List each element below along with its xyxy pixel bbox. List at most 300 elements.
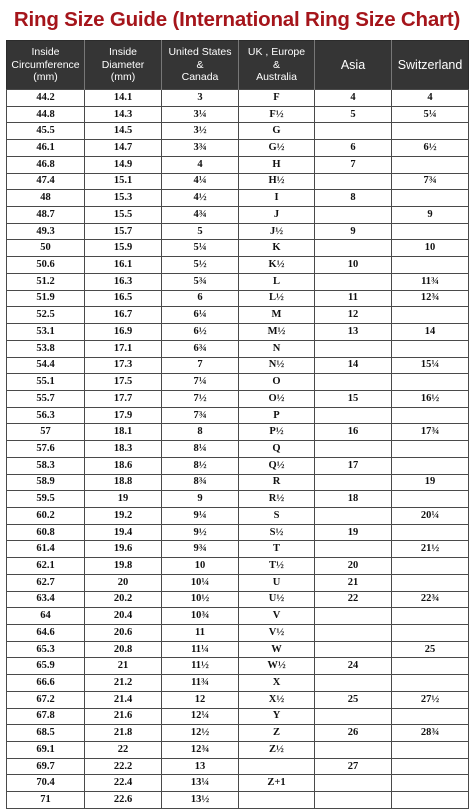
cell-inside-diameter: 14.9 — [85, 156, 162, 173]
table-row — [7, 574, 469, 591]
column-header-uk-europe-australia — [239, 41, 315, 90]
cell-inside-circumference: 48.7 — [7, 207, 85, 224]
cell-switzerland — [392, 524, 469, 541]
cell-inside-circumference: 58.3 — [7, 457, 85, 474]
cell-uk-europe-australia: P — [239, 407, 315, 424]
cell-asia — [315, 123, 392, 140]
cell-us-canada: 3 — [162, 90, 239, 107]
column-header-line: Circumference — [11, 58, 80, 71]
cell-uk-europe-australia: X½ — [239, 691, 315, 708]
cell-switzerland: 11¾ — [392, 273, 469, 290]
table-row — [7, 658, 469, 675]
cell-asia — [315, 608, 392, 625]
page-title: Ring Size Guide (International Ring Size Chart) — [13, 8, 461, 31]
cell-us-canada: 4 — [162, 156, 239, 173]
table-body — [7, 90, 469, 809]
table-row — [7, 240, 469, 257]
column-header-line: United States — [168, 46, 232, 59]
table-row — [7, 641, 469, 658]
cell-switzerland: 28¾ — [392, 725, 469, 742]
cell-us-canada: 12½ — [162, 725, 239, 742]
cell-inside-diameter: 16.9 — [85, 324, 162, 341]
cell-us-canada: 11½ — [162, 658, 239, 675]
cell-switzerland — [392, 675, 469, 692]
cell-uk-europe-australia: Q½ — [239, 457, 315, 474]
cell-asia — [315, 792, 392, 809]
cell-uk-europe-australia: R½ — [239, 491, 315, 508]
cell-asia: 19 — [315, 524, 392, 541]
cell-asia — [315, 207, 392, 224]
cell-asia — [315, 675, 392, 692]
column-header-line: UK , Europe — [247, 46, 306, 59]
table-row — [7, 257, 469, 274]
cell-asia: 9 — [315, 223, 392, 240]
ring-size-table — [6, 40, 469, 809]
table-row — [7, 625, 469, 642]
cell-uk-europe-australia: H — [239, 156, 315, 173]
cell-asia — [315, 240, 392, 257]
table-row — [7, 156, 469, 173]
cell-inside-circumference: 69.1 — [7, 742, 85, 759]
cell-switzerland: 5¼ — [392, 106, 469, 123]
cell-uk-europe-australia: L½ — [239, 290, 315, 307]
table-row — [7, 708, 469, 725]
cell-uk-europe-australia: Q — [239, 441, 315, 458]
cell-inside-diameter: 16.3 — [85, 273, 162, 290]
cell-inside-diameter: 21 — [85, 658, 162, 675]
table-row — [7, 390, 469, 407]
table-row — [7, 407, 469, 424]
cell-inside-diameter: 20 — [85, 574, 162, 591]
cell-asia: 5 — [315, 106, 392, 123]
table-row — [7, 725, 469, 742]
cell-us-canada: 8¼ — [162, 441, 239, 458]
cell-switzerland — [392, 625, 469, 642]
cell-inside-diameter: 18.1 — [85, 424, 162, 441]
cell-inside-diameter: 19.4 — [85, 524, 162, 541]
cell-inside-circumference: 51.2 — [7, 273, 85, 290]
cell-asia: 24 — [315, 658, 392, 675]
cell-uk-europe-australia: L — [239, 273, 315, 290]
cell-inside-diameter: 21.2 — [85, 675, 162, 692]
cell-switzerland — [392, 792, 469, 809]
cell-uk-europe-australia: K — [239, 240, 315, 257]
table-row — [7, 324, 469, 341]
table-row — [7, 558, 469, 575]
cell-us-canada: 6½ — [162, 324, 239, 341]
cell-inside-circumference: 55.1 — [7, 374, 85, 391]
cell-uk-europe-australia: G½ — [239, 140, 315, 157]
cell-inside-circumference: 60.2 — [7, 507, 85, 524]
cell-switzerland — [392, 374, 469, 391]
cell-inside-diameter: 19.8 — [85, 558, 162, 575]
cell-uk-europe-australia: F — [239, 90, 315, 107]
cell-inside-diameter: 16.5 — [85, 290, 162, 307]
cell-inside-diameter: 19 — [85, 491, 162, 508]
table-row — [7, 290, 469, 307]
cell-switzerland — [392, 775, 469, 792]
column-header-line: & — [272, 58, 280, 71]
table-row — [7, 541, 469, 558]
column-header-us-canada — [162, 41, 239, 90]
cell-asia: 7 — [315, 156, 392, 173]
cell-inside-diameter: 16.7 — [85, 307, 162, 324]
table-row — [7, 441, 469, 458]
cell-switzerland: 16½ — [392, 390, 469, 407]
cell-inside-diameter: 22.6 — [85, 792, 162, 809]
table-row — [7, 775, 469, 792]
cell-inside-diameter: 18.6 — [85, 457, 162, 474]
cell-asia: 6 — [315, 140, 392, 157]
cell-inside-diameter: 17.9 — [85, 407, 162, 424]
cell-switzerland — [392, 223, 469, 240]
cell-us-canada: 3¼ — [162, 106, 239, 123]
cell-us-canada: 4½ — [162, 190, 239, 207]
cell-us-canada: 8 — [162, 424, 239, 441]
table-row — [7, 307, 469, 324]
table-row — [7, 474, 469, 491]
table-row — [7, 507, 469, 524]
cell-inside-diameter: 14.5 — [85, 123, 162, 140]
cell-us-canada: 8¾ — [162, 474, 239, 491]
table-row — [7, 223, 469, 240]
cell-us-canada: 7¾ — [162, 407, 239, 424]
cell-switzerland — [392, 574, 469, 591]
cell-us-canada: 11 — [162, 625, 239, 642]
column-header-inside-circumference — [7, 41, 85, 90]
cell-inside-diameter: 19.6 — [85, 541, 162, 558]
column-header-line: Diameter — [101, 58, 145, 71]
cell-us-canada: 11¼ — [162, 641, 239, 658]
cell-uk-europe-australia: N½ — [239, 357, 315, 374]
cell-uk-europe-australia: Z — [239, 725, 315, 742]
cell-inside-circumference: 46.8 — [7, 156, 85, 173]
cell-switzerland: 14 — [392, 324, 469, 341]
cell-switzerland — [392, 407, 469, 424]
cell-uk-europe-australia: P½ — [239, 424, 315, 441]
cell-uk-europe-australia: F½ — [239, 106, 315, 123]
cell-asia — [315, 541, 392, 558]
cell-asia: 26 — [315, 725, 392, 742]
cell-asia: 8 — [315, 190, 392, 207]
cell-inside-circumference: 61.4 — [7, 541, 85, 558]
column-header-inside-diameter — [85, 41, 162, 90]
table-row — [7, 758, 469, 775]
cell-uk-europe-australia: Z+1 — [239, 775, 315, 792]
cell-inside-circumference: 51.9 — [7, 290, 85, 307]
cell-inside-circumference: 54.4 — [7, 357, 85, 374]
cell-inside-diameter: 22.2 — [85, 758, 162, 775]
cell-asia — [315, 625, 392, 642]
cell-uk-europe-australia — [239, 758, 315, 775]
cell-asia — [315, 775, 392, 792]
cell-uk-europe-australia: T — [239, 541, 315, 558]
cell-inside-circumference: 52.5 — [7, 307, 85, 324]
cell-us-canada: 4¾ — [162, 207, 239, 224]
table-row — [7, 374, 469, 391]
cell-asia: 16 — [315, 424, 392, 441]
cell-switzerland — [392, 457, 469, 474]
cell-switzerland: 9 — [392, 207, 469, 224]
cell-asia: 21 — [315, 574, 392, 591]
cell-asia: 10 — [315, 257, 392, 274]
cell-switzerland: 27½ — [392, 691, 469, 708]
cell-us-canada: 10¾ — [162, 608, 239, 625]
cell-inside-circumference: 59.5 — [7, 491, 85, 508]
cell-us-canada: 3½ — [162, 123, 239, 140]
cell-inside-circumference: 62.7 — [7, 574, 85, 591]
cell-switzerland — [392, 307, 469, 324]
cell-inside-circumference: 48 — [7, 190, 85, 207]
cell-inside-diameter: 15.9 — [85, 240, 162, 257]
cell-inside-circumference: 64.6 — [7, 625, 85, 642]
cell-switzerland: 10 — [392, 240, 469, 257]
cell-asia: 20 — [315, 558, 392, 575]
cell-inside-diameter: 22.4 — [85, 775, 162, 792]
cell-inside-diameter: 14.7 — [85, 140, 162, 157]
cell-uk-europe-australia: U½ — [239, 591, 315, 608]
table-row — [7, 207, 469, 224]
cell-switzerland — [392, 257, 469, 274]
cell-inside-diameter: 18.3 — [85, 441, 162, 458]
table-row — [7, 357, 469, 374]
table-row — [7, 524, 469, 541]
cell-uk-europe-australia: G — [239, 123, 315, 140]
cell-uk-europe-australia: K½ — [239, 257, 315, 274]
table-row — [7, 608, 469, 625]
cell-asia: 18 — [315, 491, 392, 508]
cell-us-canada: 7¼ — [162, 374, 239, 391]
cell-inside-circumference: 58.9 — [7, 474, 85, 491]
cell-switzerland: 19 — [392, 474, 469, 491]
cell-asia: 22 — [315, 591, 392, 608]
cell-inside-circumference: 60.8 — [7, 524, 85, 541]
cell-inside-diameter: 14.3 — [85, 106, 162, 123]
cell-switzerland: 7¾ — [392, 173, 469, 190]
cell-us-canada: 5 — [162, 223, 239, 240]
cell-uk-europe-australia: W½ — [239, 658, 315, 675]
cell-asia — [315, 441, 392, 458]
table-row — [7, 457, 469, 474]
table-row — [7, 173, 469, 190]
column-header-line: Switzerland — [397, 57, 463, 72]
cell-switzerland: 6½ — [392, 140, 469, 157]
cell-asia: 14 — [315, 357, 392, 374]
table-row — [7, 140, 469, 157]
cell-us-canada: 13¼ — [162, 775, 239, 792]
cell-uk-europe-australia: O½ — [239, 390, 315, 407]
cell-inside-diameter: 21.4 — [85, 691, 162, 708]
table-header-row — [7, 41, 469, 90]
cell-inside-diameter: 17.3 — [85, 357, 162, 374]
cell-asia — [315, 273, 392, 290]
cell-switzerland — [392, 558, 469, 575]
cell-us-canada: 11¾ — [162, 675, 239, 692]
cell-asia: 27 — [315, 758, 392, 775]
cell-inside-circumference: 57 — [7, 424, 85, 441]
column-header-line: & — [196, 58, 204, 71]
column-header-line: Inside — [108, 46, 138, 59]
cell-inside-circumference: 67.2 — [7, 691, 85, 708]
cell-uk-europe-australia: H½ — [239, 173, 315, 190]
cell-uk-europe-australia: N — [239, 340, 315, 357]
cell-uk-europe-australia: Z½ — [239, 742, 315, 759]
cell-switzerland — [392, 123, 469, 140]
cell-uk-europe-australia: R — [239, 474, 315, 491]
cell-inside-circumference: 47.4 — [7, 173, 85, 190]
cell-asia: 11 — [315, 290, 392, 307]
cell-inside-circumference: 50 — [7, 240, 85, 257]
cell-inside-diameter: 21.6 — [85, 708, 162, 725]
cell-inside-circumference: 45.5 — [7, 123, 85, 140]
cell-inside-circumference: 49.3 — [7, 223, 85, 240]
column-header-line: (mm) — [110, 71, 136, 84]
cell-inside-diameter: 21.8 — [85, 725, 162, 742]
cell-uk-europe-australia: Y — [239, 708, 315, 725]
cell-us-canada: 13½ — [162, 792, 239, 809]
cell-us-canada: 5½ — [162, 257, 239, 274]
cell-asia — [315, 340, 392, 357]
cell-asia: 12 — [315, 307, 392, 324]
cell-us-canada: 8½ — [162, 457, 239, 474]
cell-inside-diameter: 15.1 — [85, 173, 162, 190]
table-row — [7, 273, 469, 290]
cell-switzerland: 22¾ — [392, 591, 469, 608]
table-row — [7, 491, 469, 508]
cell-inside-circumference: 63.4 — [7, 591, 85, 608]
cell-switzerland — [392, 758, 469, 775]
cell-asia — [315, 173, 392, 190]
cell-inside-circumference: 44.8 — [7, 106, 85, 123]
cell-uk-europe-australia: M½ — [239, 324, 315, 341]
cell-asia — [315, 742, 392, 759]
cell-uk-europe-australia: X — [239, 675, 315, 692]
cell-us-canada: 12¼ — [162, 708, 239, 725]
cell-inside-diameter: 22 — [85, 742, 162, 759]
cell-asia: 15 — [315, 390, 392, 407]
cell-switzerland — [392, 608, 469, 625]
cell-us-canada: 6 — [162, 290, 239, 307]
table-row — [7, 675, 469, 692]
cell-us-canada: 7½ — [162, 390, 239, 407]
cell-uk-europe-australia: M — [239, 307, 315, 324]
cell-us-canada: 3¾ — [162, 140, 239, 157]
cell-asia: 17 — [315, 457, 392, 474]
cell-switzerland — [392, 491, 469, 508]
column-header-line: Inside — [31, 46, 60, 59]
column-header-line: Canada — [181, 71, 219, 84]
cell-us-canada: 10½ — [162, 591, 239, 608]
cell-inside-circumference: 53.8 — [7, 340, 85, 357]
cell-inside-diameter: 14.1 — [85, 90, 162, 107]
cell-us-canada: 4¼ — [162, 173, 239, 190]
cell-us-canada: 12 — [162, 691, 239, 708]
cell-asia — [315, 708, 392, 725]
cell-uk-europe-australia: T½ — [239, 558, 315, 575]
cell-inside-diameter: 20.6 — [85, 625, 162, 642]
cell-switzerland: 4 — [392, 90, 469, 107]
column-header-line: (mm) — [33, 71, 58, 84]
cell-asia: 4 — [315, 90, 392, 107]
cell-inside-diameter: 17.1 — [85, 340, 162, 357]
cell-us-canada: 5¾ — [162, 273, 239, 290]
cell-switzerland — [392, 708, 469, 725]
cell-inside-circumference: 69.7 — [7, 758, 85, 775]
cell-us-canada: 9 — [162, 491, 239, 508]
cell-us-canada: 6¾ — [162, 340, 239, 357]
cell-inside-diameter: 17.5 — [85, 374, 162, 391]
cell-inside-circumference: 46.1 — [7, 140, 85, 157]
cell-inside-circumference: 57.6 — [7, 441, 85, 458]
cell-inside-diameter: 17.7 — [85, 390, 162, 407]
cell-inside-diameter: 15.3 — [85, 190, 162, 207]
cell-asia — [315, 474, 392, 491]
table-row — [7, 340, 469, 357]
cell-inside-circumference: 53.1 — [7, 324, 85, 341]
cell-inside-circumference: 56.3 — [7, 407, 85, 424]
cell-uk-europe-australia: V½ — [239, 625, 315, 642]
cell-inside-diameter: 19.2 — [85, 507, 162, 524]
cell-inside-circumference: 70.4 — [7, 775, 85, 792]
cell-uk-europe-australia: I — [239, 190, 315, 207]
cell-uk-europe-australia: W — [239, 641, 315, 658]
cell-inside-circumference: 44.2 — [7, 90, 85, 107]
cell-inside-circumference: 62.1 — [7, 558, 85, 575]
table-row — [7, 792, 469, 809]
cell-switzerland — [392, 658, 469, 675]
table-row — [7, 190, 469, 207]
cell-inside-diameter: 15.5 — [85, 207, 162, 224]
cell-switzerland — [392, 190, 469, 207]
cell-inside-diameter: 16.1 — [85, 257, 162, 274]
cell-switzerland: 25 — [392, 641, 469, 658]
cell-inside-diameter: 18.8 — [85, 474, 162, 491]
cell-switzerland: 12¾ — [392, 290, 469, 307]
cell-uk-europe-australia: S — [239, 507, 315, 524]
cell-us-canada: 9¾ — [162, 541, 239, 558]
table-row — [7, 90, 469, 107]
table-row — [7, 424, 469, 441]
cell-switzerland — [392, 156, 469, 173]
cell-inside-circumference: 65.3 — [7, 641, 85, 658]
cell-us-canada: 10¼ — [162, 574, 239, 591]
cell-us-canada: 6¼ — [162, 307, 239, 324]
cell-inside-circumference: 64 — [7, 608, 85, 625]
table-row — [7, 106, 469, 123]
cell-asia — [315, 374, 392, 391]
cell-uk-europe-australia: O — [239, 374, 315, 391]
table-row — [7, 123, 469, 140]
cell-switzerland: 17¾ — [392, 424, 469, 441]
cell-us-canada: 9¼ — [162, 507, 239, 524]
cell-asia: 13 — [315, 324, 392, 341]
cell-asia — [315, 407, 392, 424]
cell-uk-europe-australia: S½ — [239, 524, 315, 541]
cell-inside-circumference: 55.7 — [7, 390, 85, 407]
column-header-line: Australia — [256, 71, 297, 84]
cell-us-canada: 13 — [162, 758, 239, 775]
table-row — [7, 691, 469, 708]
cell-inside-circumference: 65.9 — [7, 658, 85, 675]
cell-switzerland — [392, 742, 469, 759]
column-header-switzerland — [392, 41, 469, 90]
column-header-line: Asia — [340, 57, 366, 72]
cell-us-canada: 10 — [162, 558, 239, 575]
cell-inside-diameter: 15.7 — [85, 223, 162, 240]
cell-asia — [315, 507, 392, 524]
cell-uk-europe-australia: U — [239, 574, 315, 591]
cell-us-canada: 12¾ — [162, 742, 239, 759]
